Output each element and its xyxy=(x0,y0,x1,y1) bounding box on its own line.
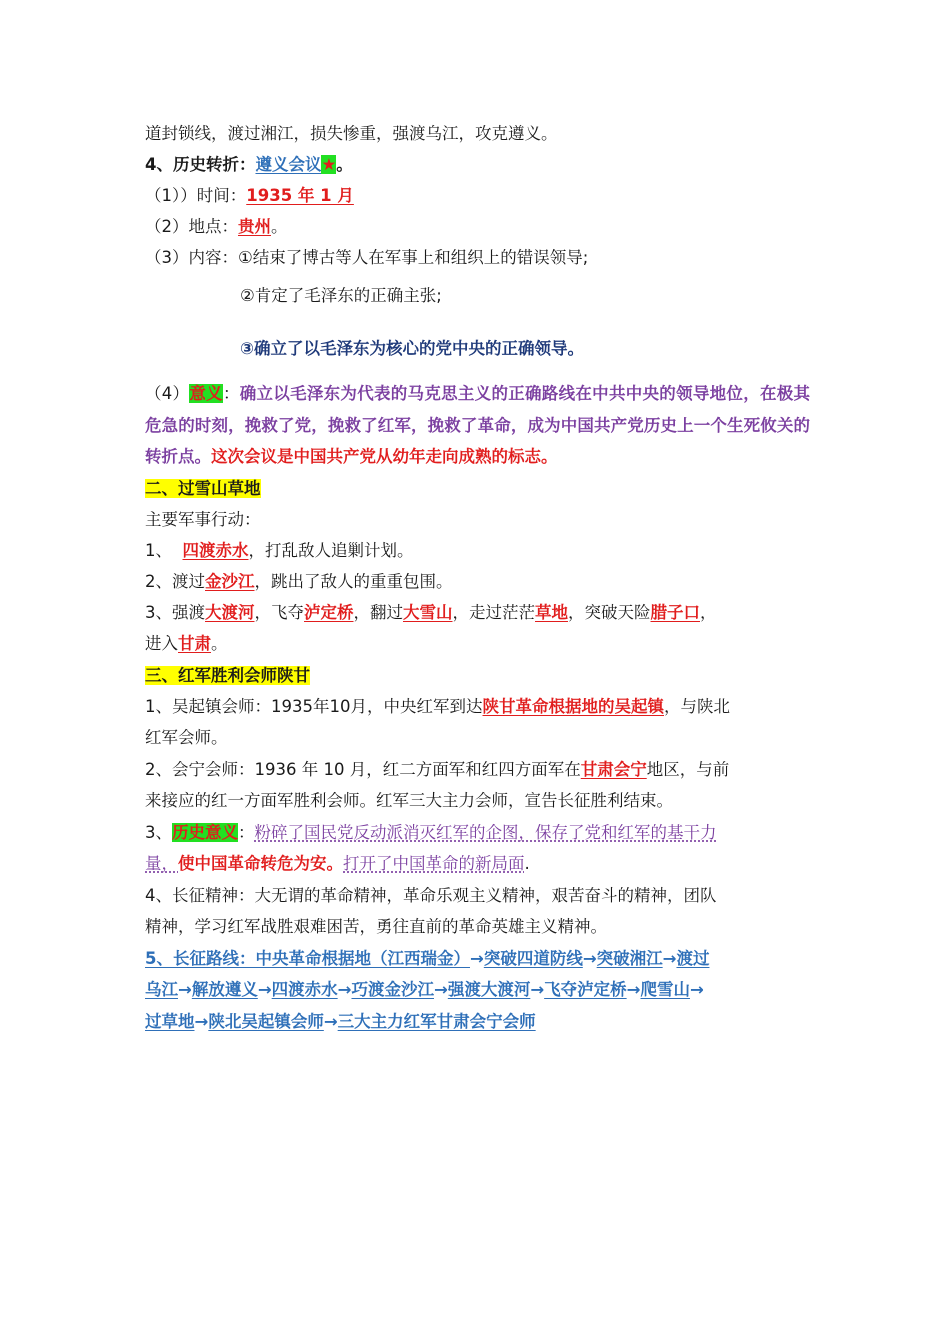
text-line: 道封锁线，渡过湘江，损失惨重，强渡乌江，攻克遵义。 xyxy=(145,124,558,143)
punct: ： xyxy=(222,384,240,403)
significance-label: 历史意义 xyxy=(172,822,238,842)
meaning-text: 确立以毛泽东为代表的马克思主义的正确路线在中共中央的领导地位，在极其危急的时刻，挽救了党，挽救了红军，挽救了革命，成为中国共产党历史上一个生死攸关的转折点。 xyxy=(145,384,811,466)
place-label: （2）地点： xyxy=(145,217,238,236)
keyword: 甘肃 xyxy=(178,634,211,653)
item-text: ，打乱敌人追剿计划。 xyxy=(248,540,414,560)
document-body xyxy=(145,118,810,1037)
route-stop: 中央革命根据地（江西瑞金） xyxy=(255,948,470,968)
route-stop: 巧渡金沙江 xyxy=(351,980,434,999)
route-stop: 强渡大渡河 xyxy=(447,980,531,999)
keyword: 草地 xyxy=(535,602,568,622)
section-title: 二、过雪山草地 xyxy=(145,478,261,498)
route-stop: 过草地 xyxy=(145,1011,195,1031)
list-item xyxy=(145,597,810,660)
route-stop: 突破湘江 xyxy=(596,948,663,968)
content-point-1: ①结束了博古等人在军事上和组织上的错误领导; xyxy=(238,248,589,267)
item-text: 2、渡过 xyxy=(145,571,205,591)
item-text: ，飞夺 xyxy=(254,602,304,622)
arrow-icon: → xyxy=(323,1011,338,1031)
route-stop: 爬雪山 xyxy=(640,980,690,999)
route-stop: 三大主力红军甘肃会宁会师 xyxy=(337,1011,536,1031)
place-line xyxy=(145,211,810,242)
route-stop: 飞夺泸定桥 xyxy=(544,980,627,999)
place-value: 贵州 xyxy=(238,217,271,236)
content-point-2: ②肯定了毛泽东的正确主张; xyxy=(240,286,442,305)
item-text: ，翻过 xyxy=(353,602,403,622)
meaning-number: （4） xyxy=(145,384,190,403)
route-label: 5、长征路线： xyxy=(145,948,256,968)
route-stop: 突破四道防线 xyxy=(483,948,583,968)
list-item xyxy=(145,817,810,880)
punct: ， xyxy=(700,602,717,622)
item-text: 红军会师。 xyxy=(145,728,228,747)
keyword: 泸定桥 xyxy=(304,602,354,622)
content-line-2 xyxy=(145,280,810,311)
list-item xyxy=(145,754,810,817)
keyword: 大雪山 xyxy=(403,602,453,622)
item-text: ，与陕北 xyxy=(664,696,730,716)
punct: 。 xyxy=(336,155,353,174)
keyword: 陕甘革命根据地的吴起镇 xyxy=(482,696,664,716)
keyword: 大渡河 xyxy=(205,602,255,622)
time-value: 1935 年 1 月 xyxy=(246,186,354,205)
item-text: ，突破天险 xyxy=(568,602,651,622)
item-text: 4、长征精神：大无谓的革命精神，革命乐观主义精神，艰苦奋斗的精神，团队 xyxy=(145,885,717,905)
item-text: 2、会宁会师：1936 年 10 月，红二方面军和红四方面军在 xyxy=(145,759,581,779)
route-stop: 乌江 xyxy=(145,980,178,999)
zunyi-meeting-keyword: 遵义会议 xyxy=(255,155,322,174)
item-label: 历史转折： xyxy=(172,155,256,174)
content-label: （3）内容： xyxy=(145,248,238,267)
keyword: 金沙江 xyxy=(205,571,255,591)
route-stop: 陕北吴起镇会师 xyxy=(208,1011,324,1031)
item-text: ，走过茫茫 xyxy=(452,602,535,622)
punct: . xyxy=(524,854,530,873)
significance-text: 量， xyxy=(145,854,178,873)
significance-text: 粉碎了国民党反动派消灭红军的企图，保存了党和红军的基干力 xyxy=(254,822,717,842)
punct: 。 xyxy=(271,217,288,236)
arrow-icon: → xyxy=(530,980,545,999)
arrow-icon: → xyxy=(626,980,641,999)
item-text: ，跳出了敌人的重重包围。 xyxy=(254,571,453,591)
meaning-conclusion: 这次会议是中国共产党从幼年走向成熟的标志。 xyxy=(211,447,558,466)
sub-heading: 主要军事行动： xyxy=(145,509,261,529)
section-4-heading xyxy=(145,149,810,180)
item-number: 3、 xyxy=(145,822,172,842)
arrow-icon: → xyxy=(178,980,192,999)
keyword: 腊子口 xyxy=(650,602,700,622)
list-item xyxy=(145,566,810,597)
arrow-icon: → xyxy=(582,948,597,968)
significance-text: 打开了中国革命的新局面 xyxy=(343,854,525,873)
punct: 。 xyxy=(211,634,228,653)
arrow-icon: → xyxy=(257,980,272,999)
punct: ： xyxy=(238,822,255,842)
meaning-label: 意义 xyxy=(189,384,223,403)
section-title: 三、红军胜利会师陕甘 xyxy=(145,665,310,685)
content-line-1 xyxy=(145,242,810,273)
arrow-icon: → xyxy=(194,1011,209,1031)
significance-key: 使中国革命转危为安。 xyxy=(178,854,343,873)
item-text: 精神，学习红军战胜艰难困苦，勇往直前的革命英雄主义精神。 xyxy=(145,917,607,936)
list-item xyxy=(145,535,810,566)
long-march-route xyxy=(145,943,810,1038)
time-label: （1））时间： xyxy=(145,186,247,205)
section-2-title xyxy=(145,473,810,504)
meaning-paragraph xyxy=(145,378,810,473)
route-stop: 渡过 xyxy=(676,948,710,968)
item-number: 4、 xyxy=(145,155,173,174)
arrow-icon: → xyxy=(337,980,352,999)
arrow-icon: → xyxy=(689,980,704,999)
list-item xyxy=(145,880,810,943)
section-3-title xyxy=(145,660,810,691)
route-stop: 四渡赤水 xyxy=(271,980,338,999)
item-text: 进入 xyxy=(145,634,178,653)
time-line xyxy=(145,180,810,211)
route-stop: 解放遵义 xyxy=(191,980,258,999)
content-line-3 xyxy=(145,333,810,364)
keyword: 甘肃会宁 xyxy=(580,759,647,779)
content-point-3: ③确立了以毛泽东为核心的党中央的正确领导。 xyxy=(240,339,584,358)
item-text: 3、强渡 xyxy=(145,602,205,622)
item-number: 1、 xyxy=(145,540,178,560)
arrow-icon: → xyxy=(662,948,677,968)
item-text: 地区，与前 xyxy=(646,759,730,779)
keyword: 四渡赤水 xyxy=(182,540,249,560)
arrow-icon: → xyxy=(433,980,448,999)
list-item xyxy=(145,691,810,754)
arrow-icon: → xyxy=(469,948,484,968)
item-text: 来接应的红一方面军胜利会师。红军三大主力会师，宣告长征胜利结束。 xyxy=(145,791,673,810)
item-text: 1、吴起镇会师：1935年10月，中央红军到达 xyxy=(145,696,483,716)
star-icon: ★ xyxy=(321,155,337,174)
